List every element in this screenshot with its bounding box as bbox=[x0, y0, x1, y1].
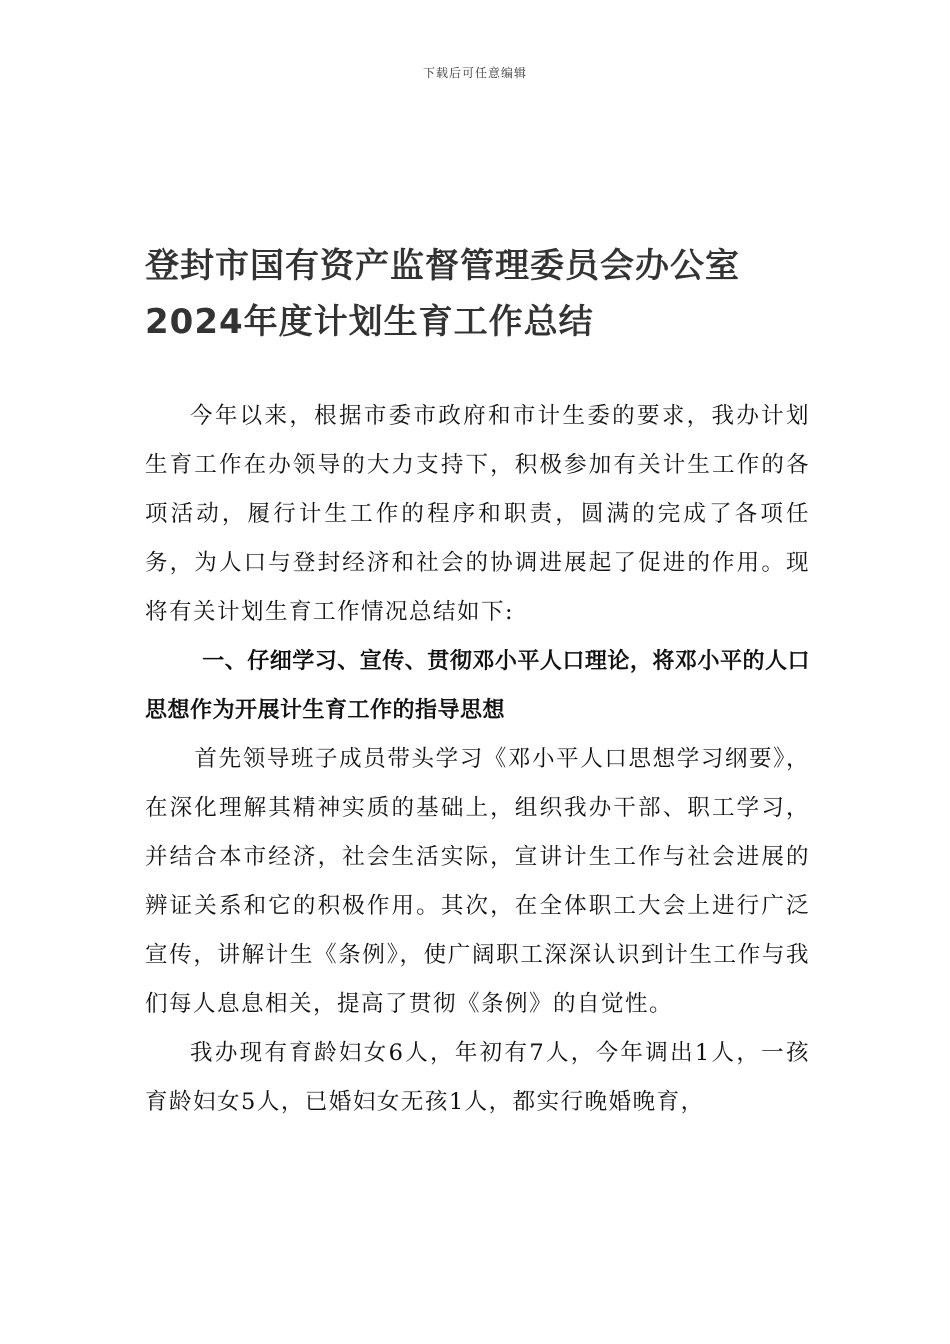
document-title-line-1: 登封市国有资产监督管理委员会办公室 bbox=[145, 246, 740, 286]
document-body bbox=[145, 392, 810, 1127]
paragraph-intro: 今年以来，根据市委市政府和市计生委的要求，我办计划生育工作在办领导的大力支持下，积极参加有关计生工作的各项活动，履行计生工作的程序和职责，圆满的完成了各项任务，为人口与登封经济和社会的协调进展起了促进的作用。现将有关计划生育工作情况总结如下: bbox=[145, 403, 810, 625]
document-title bbox=[145, 238, 825, 350]
section-heading-1: 一、仔细学习、宣传、贯彻邓小平人口理论，将邓小平的人口思想作为开展计生育工作的指导思想 bbox=[145, 649, 810, 723]
header-note: 下载后可任意编辑 bbox=[422, 66, 527, 80]
paragraph-statistics: 我办现有育龄妇女6人，年初有7人，今年调出1人，一孩育龄妇女5人，已婚妇女无孩1人，都实行晚婚晚育， bbox=[145, 1040, 810, 1115]
paragraph-study: 首先领导班子成员带头学习《邓小平人口思想学习纲要》，在深化理解其精神实质的基础上，组织我办干部、职工学习，并结合本市经济，社会生活实际，宣讲计生工作与社会进展的辨证关系和它的积极作用。其次，在全体职工大会上进行广泛宣传，讲解计生《条例》，使广阔职工深深认识到计生工作与我们每人息息相关，提高了贯彻《条例》的自觉性。 bbox=[145, 746, 810, 1017]
document-title-line-2: 2024年度计划生育工作总结 bbox=[145, 302, 594, 342]
